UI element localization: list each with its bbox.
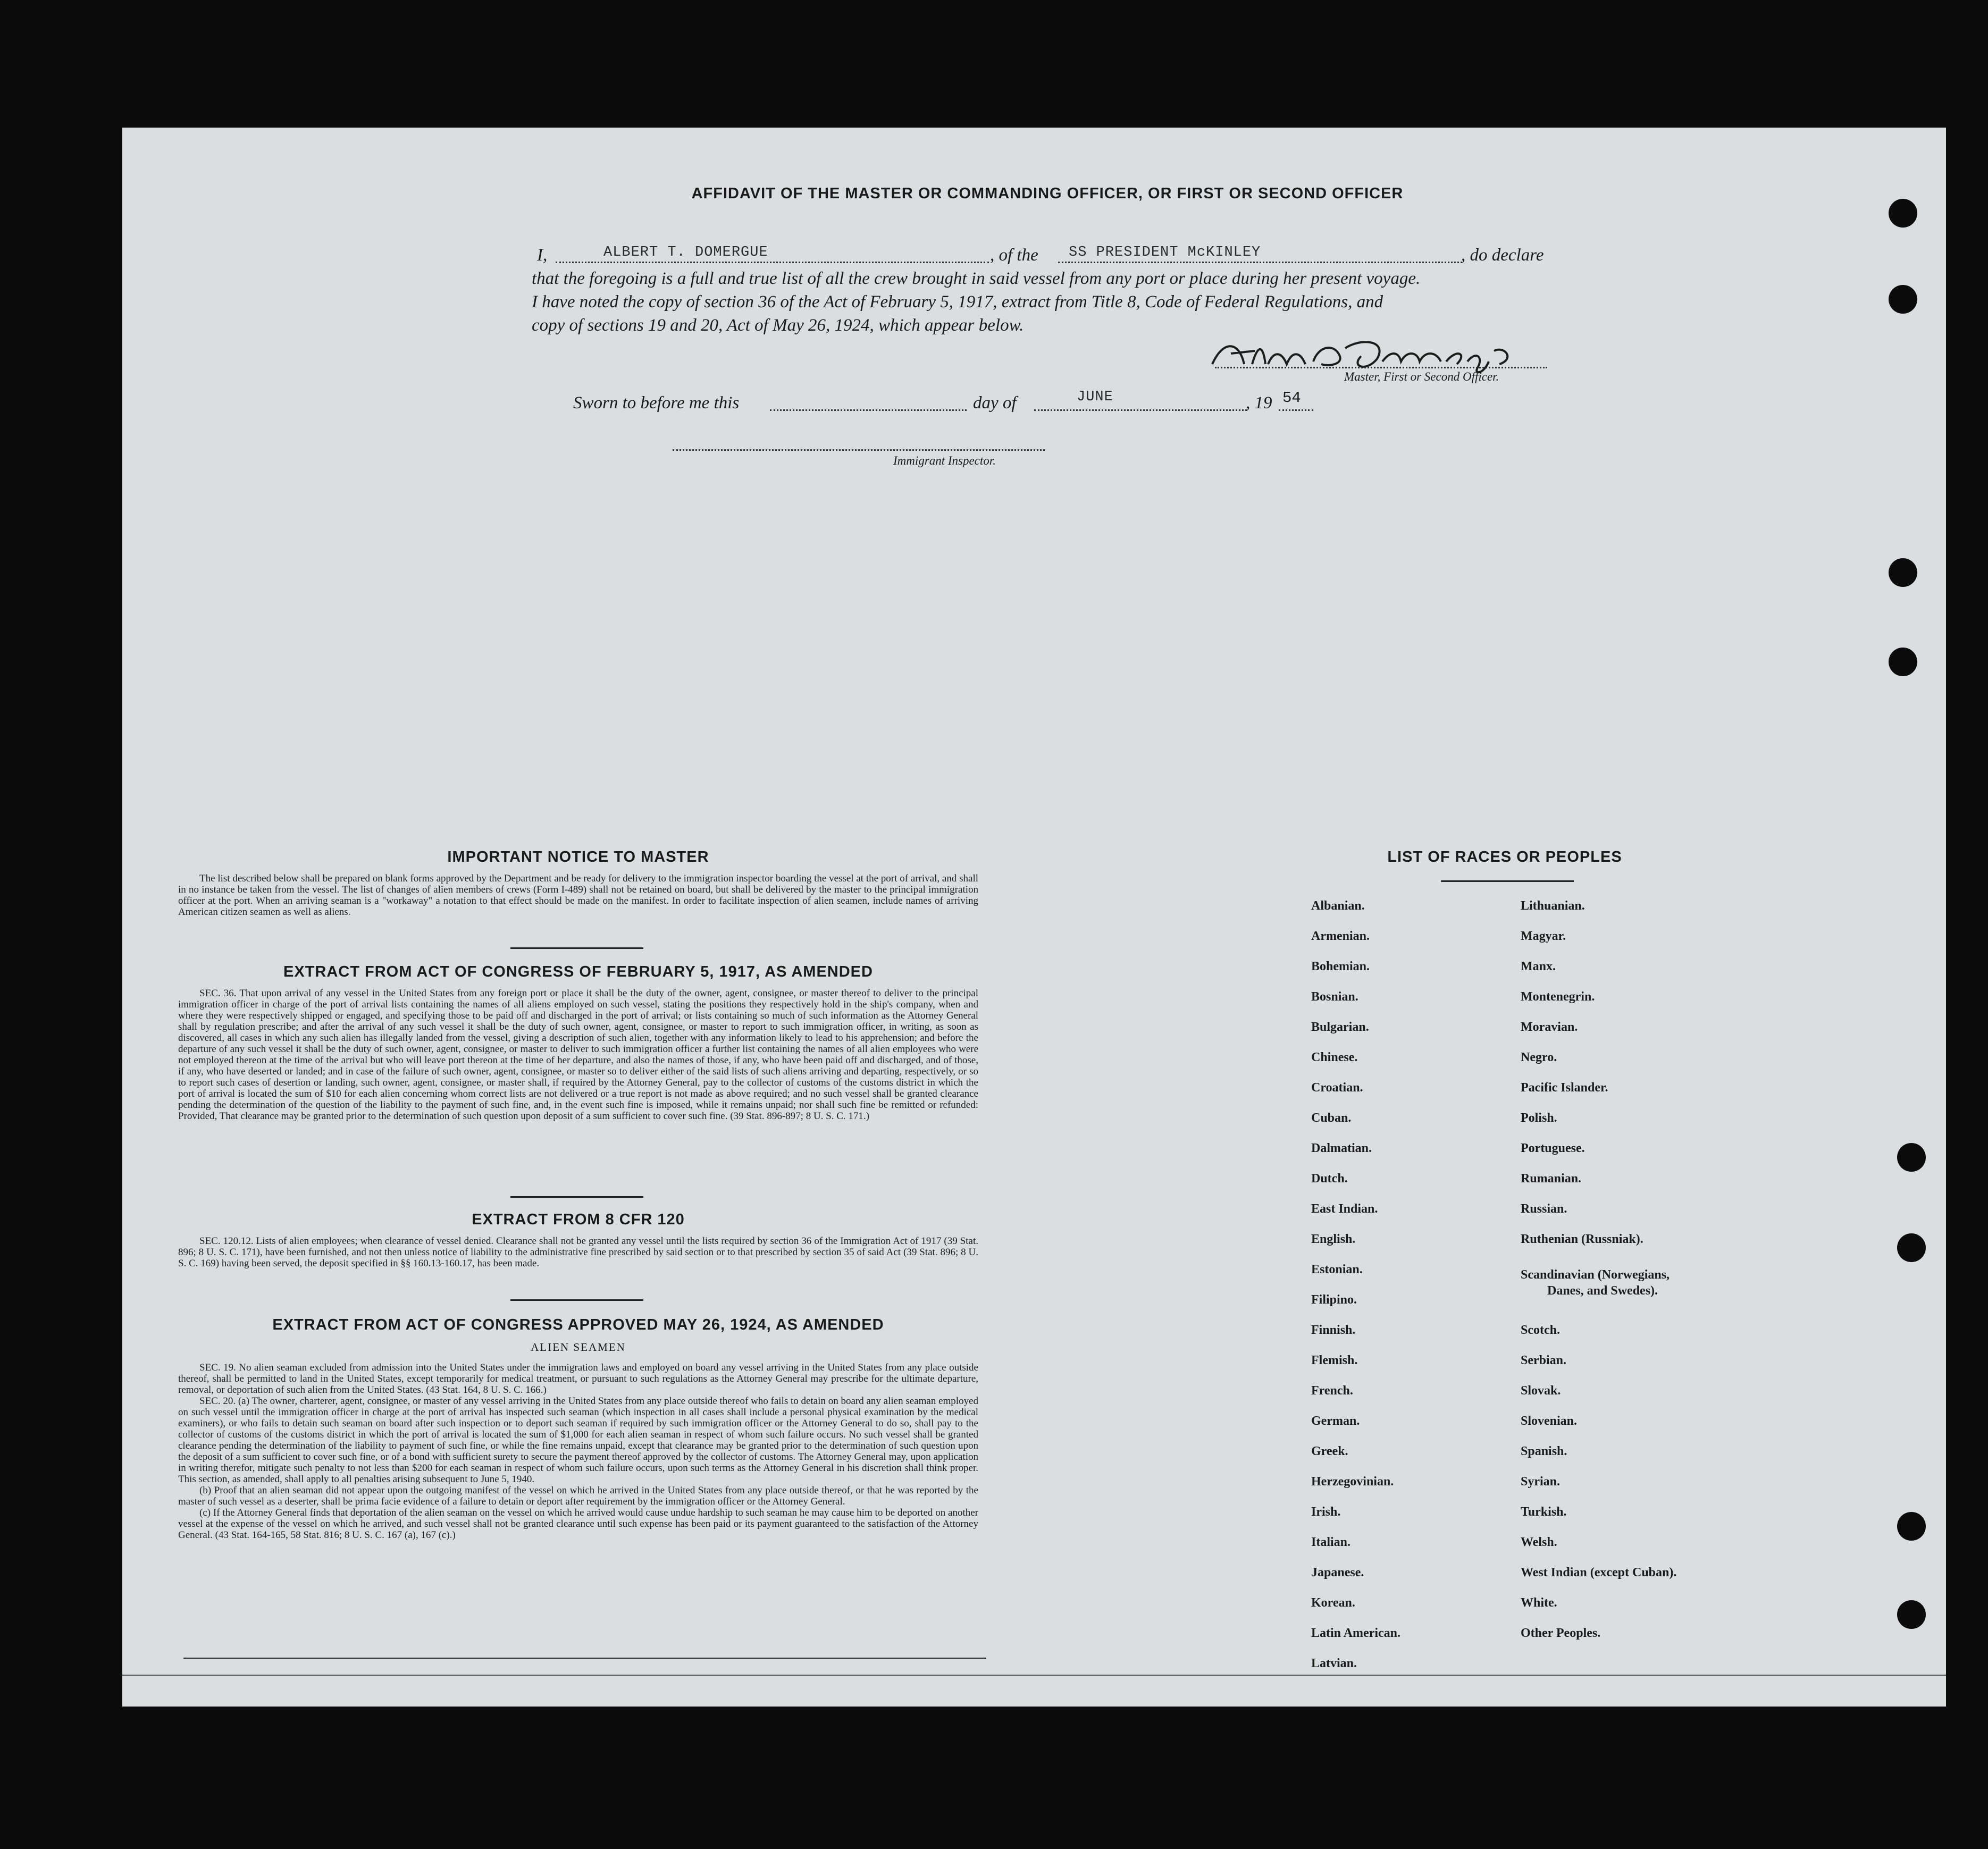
binder-hole (1897, 1512, 1926, 1541)
binder-hole (1889, 199, 1917, 228)
master-name-underline (556, 262, 989, 263)
race-item: Armenian. (1311, 929, 1370, 943)
signature-line (1215, 367, 1547, 368)
race-item: Dutch. (1311, 1172, 1348, 1186)
master-name: ALBERT T. DOMERGUE (603, 245, 768, 260)
binder-hole (1889, 285, 1917, 314)
race-item: German. (1311, 1414, 1360, 1428)
declaration-line-2: that the foregoing is a full and true list of all the crew brought in said vessel from any port or place during her present voyage. (532, 269, 1421, 288)
race-item: Polish. (1521, 1111, 1557, 1125)
affidavit-title: AFFIDAVIT OF THE MASTER OR COMMANDING OFFICER, OR FIRST OR SECOND OFFICER (691, 185, 1404, 202)
extract-1924-text (178, 1362, 978, 1541)
race-item: Finnish. (1311, 1323, 1356, 1337)
sec-20c-paragraph: (c) If the Attorney General finds that deportation of the alien seaman on the vessel on which he arrived would cause undue hardship to such seaman he may cause him to be deported on another vessel at the expense of the vessel on which he arrived, and such vessel shall not be granted clearance until such expense has been paid or its payment guaranteed to the satisfaction of the Attorney General. (43 Stat. 164-165, 58 Stat. 816; 8 U. S. C. 167 (a), 167 (c).) (178, 1507, 978, 1541)
race-item: Irish. (1311, 1505, 1341, 1519)
races-title-underline (1441, 880, 1574, 882)
race-item: Greek. (1311, 1444, 1348, 1458)
signature-caption: Master, First or Second Officer. (1344, 370, 1499, 383)
race-item: Magyar. (1521, 929, 1566, 943)
race-item: Danes, and Swedes). (1547, 1284, 1658, 1298)
month-underline (1034, 409, 1247, 411)
notice-text (178, 873, 978, 918)
page-edge (122, 1675, 1946, 1676)
sec-36-paragraph: SEC. 36. That upon arrival of any vessel in the United States from any foreign port or place it shall be the duty of the owner, agent, consignee, or master thereof to deliver to the principal immigration officer in charge of the port of arrival lists containing the names of all aliens employed on such vessel, stating the positions they respectively hold in the ship's company, when and where they were respectively shipped or engaged, and specifying those to be paid off and discharged in the port of arrival; or lists containing so much of such information as the Attorney General shall by regulation prescribe; and after the arrival of any such vessel it shall be the duty of such owner, agent, consignee, or master to report to such immigration officer, in writing, as soon as discovered, all cases in which any such alien has illegally landed from the vessel, giving a description of such alien, together with any information likely to lead to his apprehension; and before the departure of any such vessel it shall be the duty of such owner, agent, consignee, or master to deliver to such immigration officer a further list containing the names of all alien employees who were not employed thereon at the time of the arrival but who will leave port thereon at the time of her departure, and also the names of those, if any, who have been paid off and discharged, and of those, if any, who have deserted or landed; and in case of the failure of such owner, agent, consignee, or master so to deliver either of the said lists of such aliens arriving and departing, respectively, or so to report such cases of desertion or landing, such owner, agent, consignee, or master shall, if required by the Attorney General, pay to the collector of customs of the customs district in which the port of arrival is located the sum of $10 for each alien concerning whom correct lists are not delivered or a true report is not made as above required; and no such vessel shall be granted clearance pending the determination of the question of the liability to the payment of such fine, and, in the event such fine is imposed, while it remains unpaid; nor shall such fine be remitted or refunded: Provided, That clearance may be granted prior to the determination of such question upon deposit of a sum sufficient to cover such fine. (39 Stat. 896-897; 8 U. S. C. 171.) (178, 988, 978, 1122)
race-item: Negro. (1521, 1050, 1557, 1064)
race-item: Italian. (1311, 1535, 1351, 1549)
race-item: Slovak. (1521, 1384, 1561, 1398)
year-suffix: 54 (1282, 389, 1301, 407)
race-item: Chinese. (1311, 1050, 1358, 1064)
vessel-underline (1058, 262, 1462, 263)
vessel-name: SS PRESIDENT McKINLEY (1069, 245, 1261, 260)
alien-seamen-subtitle: ALIEN SEAMEN (531, 1341, 626, 1354)
divider (510, 947, 643, 949)
race-item: Spanish. (1521, 1444, 1567, 1458)
extract-1917-title: EXTRACT FROM ACT OF CONGRESS OF FEBRUARY 5, 1917, AS AMENDED (283, 963, 873, 980)
inspector-signature-line (673, 449, 1045, 451)
race-item: Bosnian. (1311, 990, 1358, 1004)
races-title: LIST OF RACES OR PEOPLES (1387, 848, 1622, 865)
race-item: Scandinavian (Norwegians, (1521, 1268, 1670, 1282)
extract-cfr-title: EXTRACT FROM 8 CFR 120 (472, 1211, 685, 1228)
race-item: West Indian (except Cuban). (1521, 1566, 1677, 1579)
year-underline (1279, 409, 1313, 411)
race-item: French. (1311, 1384, 1353, 1398)
race-item: Scotch. (1521, 1323, 1560, 1337)
race-item: Ruthenian (Russniak). (1521, 1232, 1643, 1246)
race-item: Rumanian. (1521, 1172, 1582, 1186)
year-prefix: , 19 (1246, 393, 1272, 413)
race-item: Welsh. (1521, 1535, 1557, 1549)
month-value: JUNE (1077, 389, 1113, 405)
race-item: Flemish. (1311, 1354, 1358, 1367)
sec-120-12-paragraph: SEC. 120.12. Lists of alien employees; when clearance of vessel denied. Clearance shall not be granted any vessel until the lists required by section 36 of the Immigration Act of 1917 (39 Stat. 896; 8 U. S. C. 171), have been furnished, and not then unless notice of liability to the administrative fine prescribed by said section or to that prescribed by section 35 of said Act (39 Stat. 896; 8 U. S. C. 169) having been served, the deposit specified in §§ 160.13-160.17, has been made. (178, 1236, 978, 1269)
declaration-line-4: copy of sections 19 and 20, Act of May 26, 1924, which appear below. (532, 316, 1024, 335)
declaration-line-3: I have noted the copy of section 36 of the Act of February 5, 1917, extract from Title 8, Code of Federal Regulations, and (532, 292, 1383, 312)
divider (510, 1299, 643, 1301)
sworn-day-underline (770, 409, 967, 411)
of-the-label: , of the (990, 246, 1038, 265)
race-item: Japanese. (1311, 1566, 1364, 1579)
declaration-line-1 (537, 246, 547, 265)
day-of-label: day of (973, 393, 1017, 413)
sec-20b-paragraph: (b) Proof that an alien seaman did not appear upon the outgoing manifest of the vessel on which he arrived in the United States from any place outside thereof, or that he was reported by the master of such vessel as a deserter, shall be prima facie evidence of a failure to detain or deport after requirement by the immigration officer or the Attorney General. (178, 1485, 978, 1507)
race-item: Bohemian. (1311, 960, 1370, 973)
race-item: Bulgarian. (1311, 1020, 1369, 1034)
race-item: Turkish. (1521, 1505, 1567, 1519)
race-item: Syrian. (1521, 1475, 1561, 1489)
race-item: White. (1521, 1596, 1557, 1610)
race-item: Manx. (1521, 960, 1556, 973)
race-item: Filipino. (1311, 1293, 1357, 1307)
race-item: Korean. (1311, 1596, 1355, 1610)
sworn-label: Sworn to before me this (573, 393, 740, 413)
race-item: Croatian. (1311, 1081, 1363, 1095)
race-item: East Indian. (1311, 1202, 1378, 1216)
extract-1924-title: EXTRACT FROM ACT OF CONGRESS APPROVED MAY 26, 1924, AS AMENDED (272, 1316, 884, 1333)
race-item: Moravian. (1521, 1020, 1578, 1034)
do-declare-label: , do declare (1461, 246, 1544, 265)
binder-hole (1897, 1600, 1926, 1629)
notice-paragraph: The list described below shall be prepared on blank forms approved by the Department and be ready for delivery to the immigration inspector boarding the vessel at the port of arrival, and shall in no instance be taken from the vessel. The list of changes of alien members of crews (Form I-489) shall not be retained on board, but shall be delivered by the master to the principal immigration officer at the port. When an arriving seaman is a "workaway" a notation to that effect should be made on the manifest. In order to facilitate inspection of alien seamen, include names of arriving American citizen seamen as well as aliens. (178, 873, 978, 918)
race-item: Other Peoples. (1521, 1626, 1601, 1640)
notice-title: IMPORTANT NOTICE TO MASTER (447, 848, 709, 865)
i-prefix: I, (537, 246, 548, 265)
race-item: Portuguese. (1521, 1141, 1585, 1155)
race-item: Pacific Islander. (1521, 1081, 1608, 1095)
race-item: Russian. (1521, 1202, 1567, 1216)
binder-hole (1889, 558, 1917, 587)
binder-hole (1897, 1143, 1926, 1172)
inspector-caption: Immigrant Inspector. (893, 454, 996, 467)
race-item: Montenegrin. (1521, 990, 1595, 1004)
race-item: Slovenian. (1521, 1414, 1578, 1428)
race-item: Latin American. (1311, 1626, 1400, 1640)
race-item: Albanian. (1311, 899, 1365, 913)
sec-20a-paragraph: SEC. 20. (a) The owner, charterer, agent, consignee, or master of any vessel arriving in the United States from any place outside thereof who fails to detain on board any alien seaman employed on such vessel until the immigration officer in charge at the port of arrival has inspected such seaman (which inspection in all cases shall include a personal physical examination by the medical examiners), or who fails to detain such seaman on board after such inspection or to deport such seaman if required by such immigration officer or the Attorney General to do so, shall pay to the collector of customs of the customs district in which the port of arrival is located the sum of $1,000 for each alien seaman in respect of whom such failure occurs. No such vessel shall be granted clearance pending the determination of the liability to payment of such fine, or while the fine remains unpaid, except that clearance may be granted prior to the determination of such question upon the deposit of a sum sufficient to cover such fine, or of a bond with sufficient surety to secure the payment thereof approved by the collector of customs. The Attorney General may, upon application in writing therefor, mitigate such penalty to not less than $200 for each seaman in respect of whom such failure occurs, upon such terms as the Attorney General in his discretion shall think proper. This section, as amended, shall apply to all penalties arising subsequent to June 5, 1940. (178, 1396, 978, 1485)
race-item: Herzegovinian. (1311, 1475, 1394, 1489)
race-item: Estonian. (1311, 1263, 1363, 1276)
binder-hole (1897, 1233, 1926, 1262)
race-item: English. (1311, 1232, 1356, 1246)
race-item: Latvian. (1311, 1657, 1357, 1670)
bottom-rule (183, 1658, 986, 1659)
extract-cfr-text (178, 1236, 978, 1269)
binder-hole (1889, 648, 1917, 676)
extract-1917-text (178, 988, 978, 1122)
race-item: Serbian. (1521, 1354, 1567, 1367)
sec-19-paragraph: SEC. 19. No alien seaman excluded from admission into the United States under the immigration laws and employed on board any vessel arriving in the United States from any place outside thereof, shall be permitted to land in the United States, except temporarily for medical treatment, or pursuant to such regulations as the Attorney General may prescribe for the ultimate departure, removal, or deportation of such alien from the United States. (43 Stat. 164, 8 U. S. C. 166.) (178, 1362, 978, 1396)
race-item: Lithuanian. (1521, 899, 1585, 913)
race-item: Dalmatian. (1311, 1141, 1372, 1155)
divider (510, 1196, 643, 1198)
race-item: Cuban. (1311, 1111, 1352, 1125)
